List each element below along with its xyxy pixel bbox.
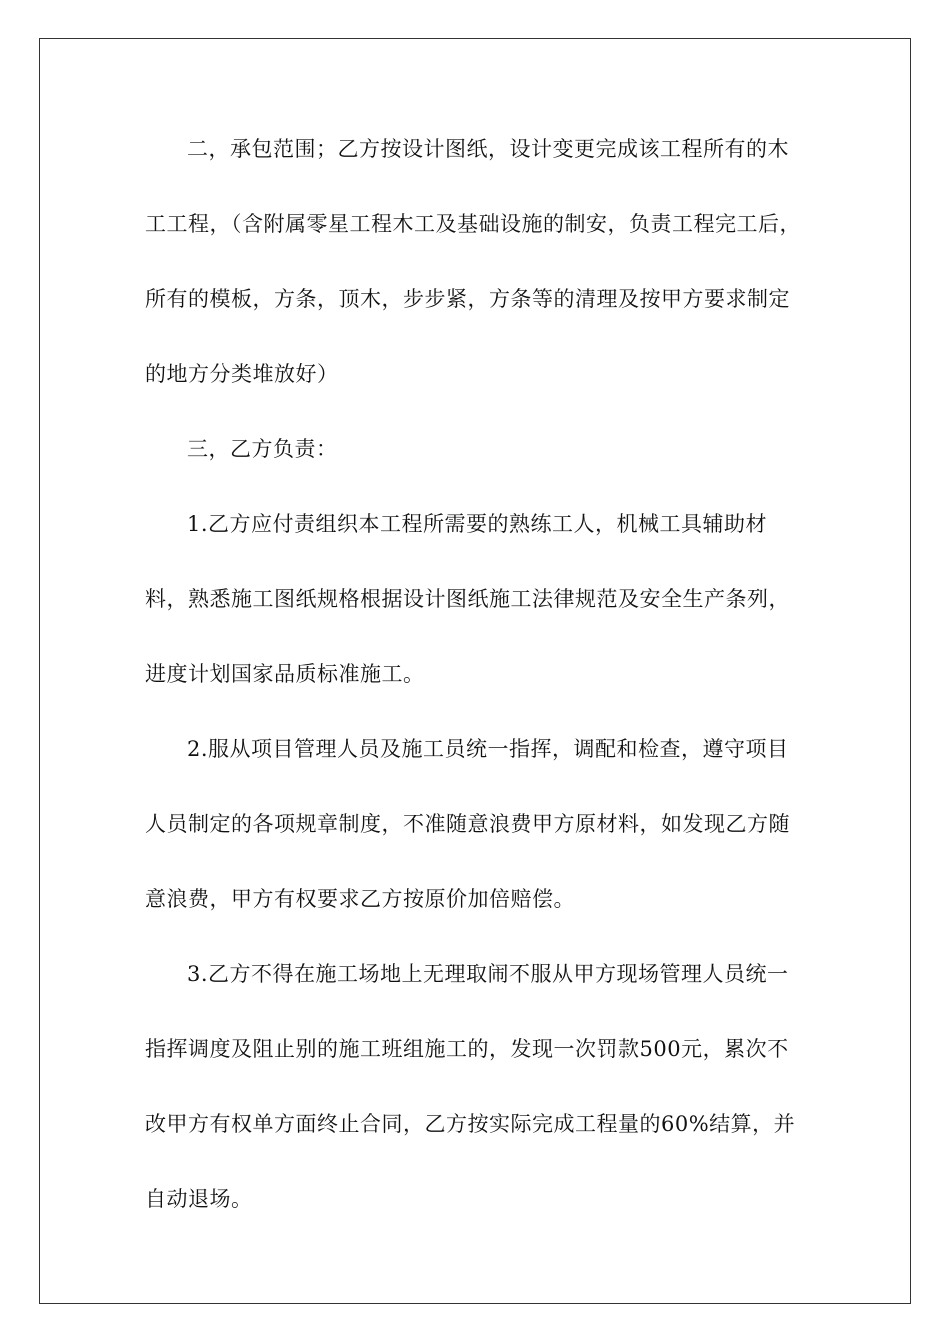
- paragraph-item-3: 3.乙方不得在施工场地上无理取闹不服从甲方现场管理人员统一指挥调度及阻止别的施工班组施工的，发现一次罚款500元，累次不改甲方有权单方面终止合同，乙方按实际完成工程量的60%结算，并自动退场。: [145, 962, 796, 1211]
- paragraph-contract-scope: 二，承包范围；乙方按设计图纸，设计变更完成该工程所有的木工工程，（含附属零星工程木工及基础设施的制安，负责工程完工后，所有的模板，方条，顶木，步步紧，方条等的清理及按甲方要求制定的地方分类堆放好）: [145, 137, 801, 386]
- paragraph-item-1: 1.乙方应付责组织本工程所需要的熟练工人，机械工具辅助材料，熟悉施工图纸规格根据设计图纸施工法律规范及安全生产条列，进度计划国家品质标准施工。: [145, 512, 790, 686]
- document-body: [145, 112, 805, 1237]
- paragraph-item-2: 2.服从项目管理人员及施工员统一指挥，调配和检查，遵守项目人员制定的各项规章制度，不准随意浪费甲方原材料，如发现乙方随意浪费，甲方有权要求乙方按原价加倍赔偿。: [145, 737, 790, 911]
- paragraph-party-b-heading: 三，乙方负责：: [187, 437, 338, 461]
